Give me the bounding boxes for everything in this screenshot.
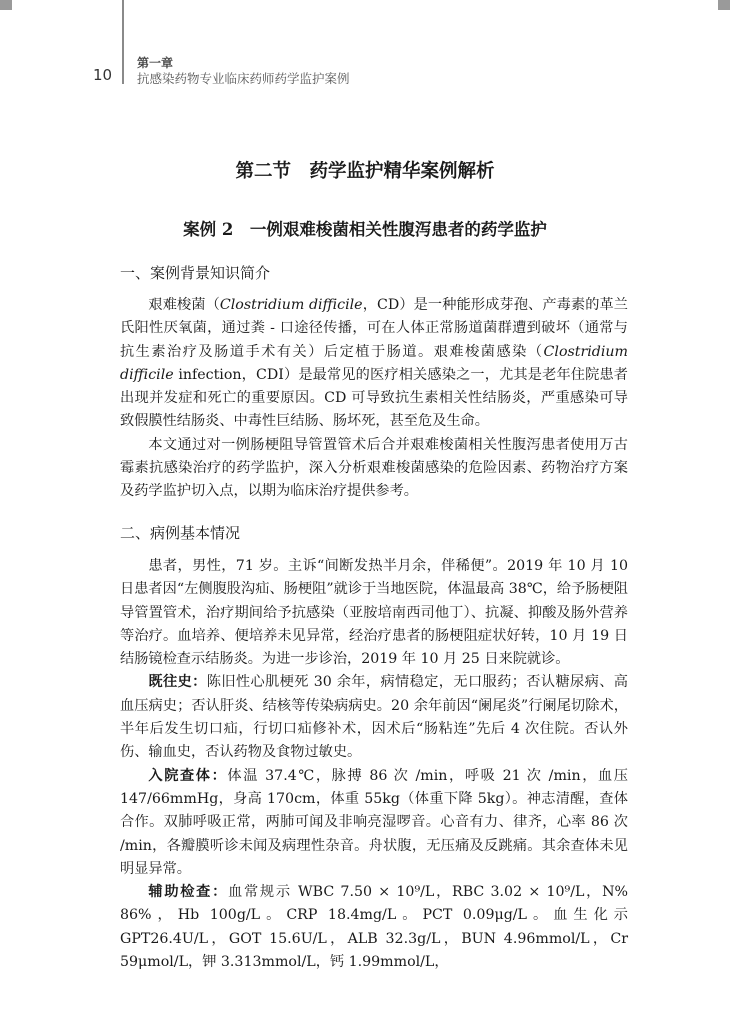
exam-label: 入院查体： xyxy=(148,767,228,784)
intro-paragraph-2: 本文通过对一例肠梗阻导管置管术后合并艰难梭菌相关性腹泻患者使用万古霉素抗感染治疗的药学监护，深入分析艰难梭菌感染的危险因素、药物治疗方案及药学监护切入点，以期为临床治疗提供参考。 xyxy=(120,436,628,500)
heading-background: 一、案例背景知识简介 xyxy=(120,264,271,282)
exam-text: 体温 37.4℃，脉搏 86 次 /min，呼吸 21 次 /min，血压 147/66mmHg，身高 170cm，体重 55kg（体重下降 5kg）。神志清醒，查体合作。双肺呼吸正常，两肺可闻及非响亮湿啰音。心音有力、律齐，心率 86 次 /min，各瓣膜听诊未闻及病理性杂音。舟状腹，无压痛及反跳痛。其余查体未见明显异常。 xyxy=(120,767,628,877)
latin-name: Clostridium difficile xyxy=(219,297,363,313)
history-label: 既往史： xyxy=(148,674,207,691)
aux-paragraph xyxy=(120,881,628,974)
corner-mark-right xyxy=(718,0,730,10)
history-paragraph xyxy=(120,671,628,764)
exam-paragraph xyxy=(120,765,628,881)
case-paragraph: 患者，男性，71 岁。主诉“间断发热半月余，伴稀便”。2019 年 10 月 10 日患者因“左侧腹股沟疝、肠梗阻”就诊于当地医院，体温最高 38℃，给予肠梗阻导管置管术，治疗期间给予抗感染（亚胺培南西司他丁）、抗凝、抑酸及肠外营养等治疗。血培养、便培养未见异常，经治疗患者的肠梗阻症状好转，10 月 19 日结肠镜检查示结肠炎。为进一步诊治，2019 年 10 月 25 日来院就诊。 xyxy=(120,558,628,668)
header-divider-line xyxy=(122,0,124,84)
text-run: 艰难梭菌（ xyxy=(148,297,220,313)
aux-label: 辅助检查： xyxy=(148,884,229,901)
latin-name: Clostridium difficile xyxy=(120,343,628,383)
text-run: infection，CDI）是最常见的医疗相关感染之一，尤其是老年住院患者出现并发症和死亡的重要原因。CD 可导致抗生素相关性结肠炎，严重感染可导致假膜性结肠炎、中毒性巨结肠、肠坏死，甚至危及生命。 xyxy=(120,366,628,430)
intro-paragraph-1 xyxy=(120,294,628,434)
intro-text xyxy=(120,294,628,504)
page-number: 10 xyxy=(93,66,113,84)
case-info-text xyxy=(120,555,628,974)
aux-text: 血常规示 WBC 7.50 × 10⁹/L，RBC 3.02 × 10⁹/L，N% 86%，Hb 100g/L。CRP 18.4mg/L。PCT 0.09μg/L。血生化示 GPT26.4U/L，GOT 15.6U/L，ALB 32.3g/L，BUN 4.96mmol/L，Cr 59μmol/L，钾 3.313mmol/L，钙 1.99mmol/L， xyxy=(120,884,628,971)
case-title: 案例 2 一例艰难梭菌相关性腹泻患者的药学监护 xyxy=(183,220,547,239)
text-run: ，CD）是一种能形成芽孢、产毒素的革兰氏阳性厌氧菌，通过粪 - 口途径传播，可在人体正常肠道菌群遭到破坏（通常与抗生素治疗及肠道手术有关）后定植于肠道。艰难梭菌感染（ xyxy=(120,297,628,360)
heading-case-info: 二、病例基本情况 xyxy=(120,524,241,542)
book-title: 抗感染药物专业临床药师药学监护案例 xyxy=(137,71,350,86)
history-text: 陈旧性心肌梗死 30 余年，病情稳定，无口服药；否认糖尿病、高血压病史；否认肝炎、结核等传染病病史。20 余年前因“阑尾炎”行阑尾切除术，半年后发生切口疝，行切口疝修补术，因术后“肠粘连”先后 4 次住院。否认外伤、输血史，否认药物及食物过敏史。 xyxy=(120,674,628,761)
section-title: 第二节 药学监护精华案例解析 xyxy=(235,161,495,182)
chapter-label: 第一章 xyxy=(137,56,174,70)
corner-mark-left xyxy=(0,0,12,10)
